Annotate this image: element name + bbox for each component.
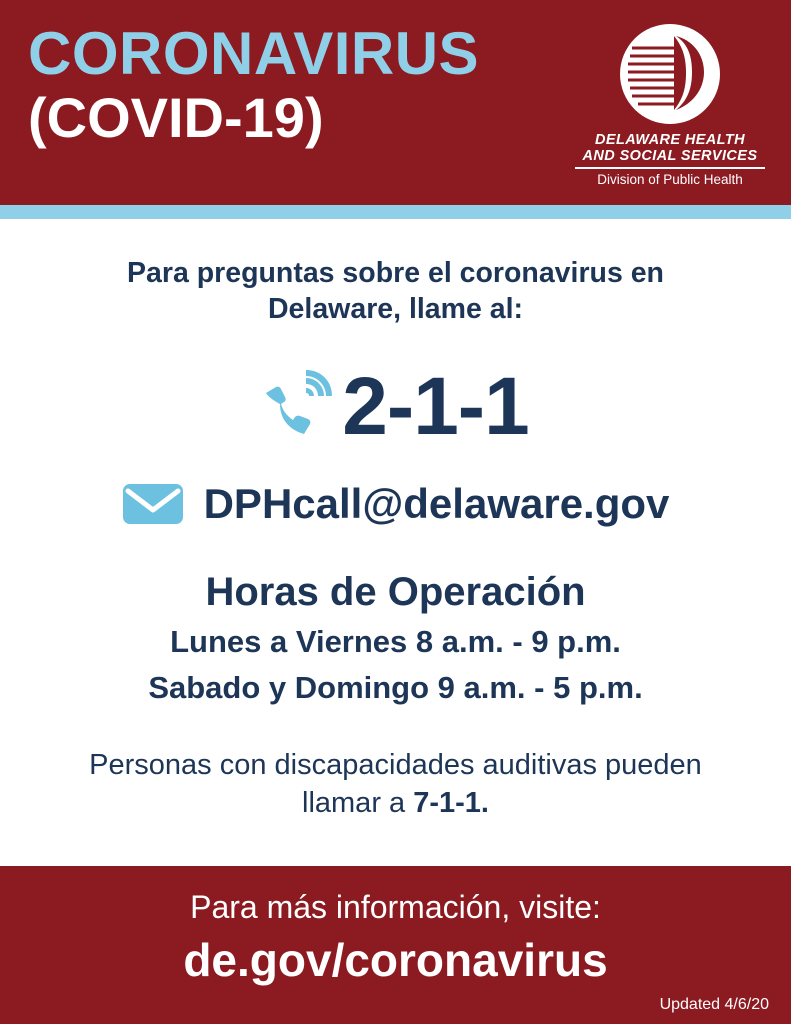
phone-ringing-icon [262,370,336,444]
poster-header [0,0,791,205]
phone-number: 2-1-1 [342,360,529,452]
footer-website-link[interactable]: de.gov/coronavirus [183,934,608,987]
poster-body [0,219,791,866]
page-title-secondary: (COVID-19) [28,86,324,149]
agency-logo-block [575,22,765,188]
intro-text: Para preguntas sobre el coronavirus en Delaware, llame al: [127,257,664,326]
email-address: DPHcall@delaware.gov [203,479,670,527]
email-row [30,479,761,527]
agency-division: Division of Public Health [597,172,743,188]
agency-name-line1: DELAWARE HEALTH [595,132,745,148]
page-title-primary: CORONAVIRUS [28,20,480,87]
poster-footer [0,866,791,1024]
updated-date: Updated 4/6/20 [659,996,769,1013]
logo-divider [575,167,765,169]
header-accent-bar [0,205,791,219]
footer-prompt: Para más información, visite: [190,889,601,925]
hours-heading: Horas de Operación [205,569,586,614]
tty-note [51,747,741,822]
hours-weekend: Sabado y Domingo 9 a.m. - 5 p.m. [148,669,643,705]
hours-weekday: Lunes a Viernes 8 a.m. - 9 p.m. [170,623,621,659]
delaware-dhss-logo-icon [618,22,722,126]
header-title-block [28,22,588,148]
tty-note-text: Personas con discapacidades auditivas pueden llamar a [89,749,702,819]
agency-name-line2: AND SOCIAL SERVICES [582,148,758,165]
phone-row [30,360,761,452]
envelope-icon [122,482,184,526]
tty-number: 7-1-1. [413,786,489,819]
